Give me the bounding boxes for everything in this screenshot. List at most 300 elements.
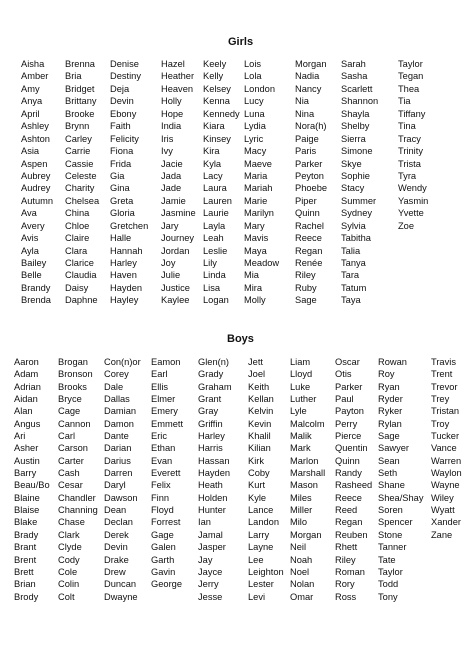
name-entry: Levi <box>248 591 266 602</box>
name-entry: Holly <box>161 96 182 107</box>
name-entry: Cassie <box>65 158 94 169</box>
name-entry: Darius <box>104 455 131 466</box>
name-entry: Soren <box>378 505 403 516</box>
name-entry: Kilian <box>248 443 271 454</box>
name-entry: Trevor <box>431 381 458 392</box>
name-entry: Sean <box>378 455 400 466</box>
name-entry: Tiffany <box>398 108 426 119</box>
name-entry: Tina <box>398 121 416 132</box>
name-entry: Brody <box>14 591 39 602</box>
name-entry: Brynn <box>65 121 90 132</box>
name-entry: Nina <box>295 108 315 119</box>
name-entry: Payton <box>335 406 364 417</box>
name-entry: Noel <box>290 566 310 577</box>
name-entry: Riley <box>295 270 316 281</box>
name-entry: Deja <box>110 83 130 94</box>
name-entry: Gina <box>110 183 130 194</box>
name-entry: Everett <box>151 468 181 479</box>
name-entry: Emery <box>151 406 178 417</box>
name-entry: Miles <box>290 492 312 503</box>
name-entry: Stone <box>378 529 403 540</box>
name-entry: Con(n)or <box>104 357 141 367</box>
name-entry: Jacie <box>161 158 183 169</box>
name-entry: Rowan <box>378 357 407 367</box>
name-entry: Kellan <box>248 394 274 405</box>
name-entry: Gia <box>110 170 125 181</box>
name-entry: Belle <box>21 270 42 281</box>
name-entry: Sarah <box>341 59 366 69</box>
name-entry: Kelvin <box>248 406 274 417</box>
name-entry: Gretchen <box>110 220 149 231</box>
name-entry: Halle <box>110 233 132 244</box>
name-entry: Kirk <box>248 455 265 466</box>
name-entry: Amy <box>21 83 40 94</box>
boys-name-column <box>335 356 372 603</box>
name-entry: Angus <box>14 418 41 429</box>
name-entry: Damon <box>104 418 134 429</box>
boys-name-column <box>104 356 141 603</box>
name-entry: Tracy <box>398 133 421 144</box>
name-entry: Layne <box>248 542 274 553</box>
name-entry: Lance <box>248 505 274 516</box>
name-entry: Sydney <box>341 208 373 219</box>
name-entry: Trista <box>398 158 421 169</box>
name-entry: Bridget <box>65 83 95 94</box>
name-entry: Brooke <box>65 108 95 119</box>
name-entry: Ayla <box>21 245 39 256</box>
name-entry: Brady <box>14 529 39 540</box>
name-entry: Cesar <box>58 480 83 491</box>
name-entry: Skye <box>341 158 362 169</box>
name-entry: Alan <box>14 406 33 417</box>
name-entry: Cole <box>58 566 78 577</box>
name-entry: Mavis <box>244 233 269 244</box>
name-entry: Kira <box>203 146 220 157</box>
name-entry: Keely <box>203 59 227 69</box>
name-entry: Gage <box>151 529 174 540</box>
boys-name-column <box>198 356 232 603</box>
name-entry: Tatum <box>341 282 367 293</box>
name-entry: Ethan <box>151 443 176 454</box>
name-entry: Yasmin <box>398 195 429 206</box>
boys-name-column <box>290 356 325 603</box>
name-entry: Parker <box>335 381 363 392</box>
name-entry: Rasheed <box>335 480 373 491</box>
name-entry: Regan <box>335 517 363 528</box>
name-entry: Jordan <box>161 245 190 256</box>
name-entry: Darren <box>104 468 133 479</box>
name-entry: Stacy <box>341 183 365 194</box>
name-entry: Luna <box>244 108 265 119</box>
name-entry: Finn <box>151 492 170 503</box>
name-entry: Roman <box>335 566 365 577</box>
name-entry: Aspen <box>21 158 48 169</box>
name-entry: Trent <box>431 369 453 380</box>
name-entry: Carl <box>58 431 76 442</box>
name-entry: Kelsey <box>203 83 231 94</box>
name-entry: Malcolm <box>290 418 325 429</box>
name-entry: Luke <box>290 381 311 392</box>
name-entry: Cash <box>58 468 80 479</box>
name-entry: Daphne <box>65 295 98 306</box>
name-entry: Derek <box>104 529 129 540</box>
name-entry: Thea <box>398 83 420 94</box>
name-entry: Clarice <box>65 258 94 268</box>
name-entry: Dallas <box>104 394 130 405</box>
girls-name-column <box>398 58 428 232</box>
name-entry: Tanner <box>378 542 407 553</box>
name-entry: Layla <box>203 220 226 231</box>
name-entry: Tara <box>341 270 360 281</box>
girls-name-column <box>65 58 99 307</box>
name-entry: Anya <box>21 96 43 107</box>
name-entry: Earl <box>151 369 168 380</box>
girls-heading: Girls <box>228 36 254 48</box>
name-entry: Pierce <box>335 431 362 442</box>
name-entry: Keith <box>248 381 270 392</box>
name-entry: Bailey <box>21 258 47 268</box>
name-entry: Blaine <box>14 492 40 503</box>
name-entry: Ryan <box>378 381 400 392</box>
name-entry: Ivy <box>161 146 173 157</box>
name-entry: Sylvia <box>341 220 366 231</box>
name-entry: Kinsey <box>203 133 231 144</box>
name-entry: Grady <box>198 369 224 380</box>
name-entry: Jay <box>198 554 213 565</box>
name-entry: Gloria <box>110 208 135 219</box>
name-entry: Reece <box>295 233 322 244</box>
name-entry: Sawyer <box>378 443 410 454</box>
name-entry: Chase <box>58 517 85 528</box>
name-entry: Clark <box>58 529 80 540</box>
name-entry: Claire <box>65 233 90 244</box>
name-entry: Hannah <box>110 245 143 256</box>
name-entry: Hayden <box>198 468 231 479</box>
name-entry: Joel <box>248 369 266 380</box>
name-entry: Devin <box>104 542 128 553</box>
name-entry: Lyle <box>290 406 307 417</box>
name-entry: Ross <box>335 591 357 602</box>
name-entry: Wyatt <box>431 505 455 516</box>
name-entry: Iris <box>161 133 174 144</box>
name-entry: Maria <box>244 170 268 181</box>
name-entry: Nia <box>295 96 309 107</box>
name-entry: Emmett <box>151 418 184 429</box>
name-entry: Carrie <box>65 146 91 157</box>
name-entry: Lois <box>244 59 262 69</box>
name-entry: Brenda <box>21 295 51 306</box>
name-entry: Tristan <box>431 406 460 417</box>
name-entry: Leslie <box>203 245 228 256</box>
name-entry: Autumn <box>21 195 54 206</box>
name-entry: Luther <box>290 394 317 405</box>
name-entry: Destiny <box>110 71 142 82</box>
name-entry: Tegan <box>398 71 424 82</box>
name-entry: Shane <box>378 480 405 491</box>
name-entry: Lacy <box>203 170 223 181</box>
name-entry: Jasper <box>198 542 226 553</box>
name-entry: Grant <box>198 394 222 405</box>
name-entry: Clyde <box>58 542 82 553</box>
name-entry: Tate <box>378 554 396 565</box>
name-entry: Lloyd <box>290 369 313 380</box>
name-entry: Peyton <box>295 170 324 181</box>
name-entry: Heath <box>198 480 223 491</box>
name-entry: Avery <box>21 220 45 231</box>
name-entry: Gray <box>198 406 219 417</box>
name-entry: Glen(n) <box>198 357 230 367</box>
name-entry: Renée <box>295 258 323 268</box>
name-entry: Otis <box>335 369 352 380</box>
name-entry: Tyra <box>398 170 417 181</box>
name-entry: Paul <box>335 394 354 405</box>
name-entry: Kiara <box>203 121 225 132</box>
name-entry: Kyle <box>248 492 267 503</box>
name-entry: Randy <box>335 468 362 479</box>
name-entry: Malik <box>290 431 312 442</box>
name-entry: Colt <box>58 591 75 602</box>
name-entry: Damian <box>104 406 137 417</box>
name-entry: Wendy <box>398 183 427 194</box>
name-entry: Liam <box>290 357 311 367</box>
name-entry: Eamon <box>151 357 181 367</box>
name-entry: Aisha <box>21 59 45 69</box>
name-entry: George <box>151 579 183 590</box>
name-entry: Laurie <box>203 208 229 219</box>
name-entry: Harley <box>198 431 225 442</box>
name-entry: Sage <box>378 431 400 442</box>
name-entry: Kurt <box>248 480 266 491</box>
name-entry: Nolan <box>290 579 315 590</box>
name-entry: Ari <box>14 431 26 442</box>
name-entry: Felicity <box>110 133 139 144</box>
name-entry: Quentin <box>335 443 368 454</box>
name-entry: Lyric <box>244 133 264 144</box>
name-entry: Landon <box>248 517 280 528</box>
name-entry: Kyla <box>203 158 222 169</box>
name-entry: Taya <box>341 295 361 306</box>
name-entry: Kevin <box>248 418 272 429</box>
name-entry: Ryker <box>378 406 403 417</box>
name-entry: Adam <box>14 369 39 380</box>
name-entry: Tia <box>398 96 411 107</box>
name-entry: Vance <box>431 443 457 454</box>
name-entry: Regan <box>295 245 323 256</box>
name-entry: Quinn <box>295 208 320 219</box>
name-entry: Ellis <box>151 381 169 392</box>
name-entry: Hazel <box>161 59 185 69</box>
name-entry: Kenna <box>203 96 230 107</box>
name-entry: Brenna <box>65 59 95 69</box>
name-entry: Brett <box>14 566 34 577</box>
name-entry: Taylor <box>378 566 403 577</box>
name-entry: Lauren <box>203 195 232 206</box>
girls-name-column <box>110 58 148 307</box>
name-entry: Julie <box>161 270 181 281</box>
name-entry: Morgan <box>290 529 322 540</box>
name-entry: Cage <box>58 406 81 417</box>
name-entry: Brandy <box>21 282 51 293</box>
name-entry: Sierra <box>341 133 366 144</box>
name-entry: Macy <box>244 146 267 157</box>
name-entry: Dean <box>104 505 127 516</box>
name-entry: Hope <box>161 108 184 119</box>
name-entry: Aaron <box>14 357 39 367</box>
name-entry: Zane <box>431 529 453 540</box>
name-entry: India <box>161 121 182 132</box>
name-entry: Ryder <box>378 394 403 405</box>
girls-name-column <box>295 58 327 307</box>
name-entry: Bronson <box>58 369 93 380</box>
name-entry: Marshall <box>290 468 326 479</box>
name-entry: Khalil <box>248 431 271 442</box>
name-entry: Wayne <box>431 480 460 491</box>
name-entry: Tony <box>378 591 398 602</box>
name-entry: Carley <box>65 133 92 144</box>
girls-name-column <box>161 58 196 307</box>
name-entry: Mark <box>290 443 311 454</box>
name-entry: Drake <box>104 554 129 565</box>
name-entry: Rory <box>335 579 355 590</box>
name-entry: Corey <box>104 369 129 380</box>
name-entry: Mary <box>244 220 265 231</box>
name-entry: Greta <box>110 195 134 206</box>
name-entry: Taylor <box>398 59 423 69</box>
name-entry: Maeve <box>244 158 272 169</box>
name-entry: Ava <box>21 208 37 219</box>
name-entry: Jada <box>161 170 182 181</box>
name-entry: Austin <box>14 455 40 466</box>
name-entry: Cannon <box>58 418 91 429</box>
name-entry: Garth <box>151 554 175 565</box>
name-entry: Harris <box>198 443 223 454</box>
name-entry: Jary <box>161 220 179 231</box>
name-entry: Jade <box>161 183 182 194</box>
name-entry: Graham <box>198 381 232 392</box>
name-entry: Blaise <box>14 505 40 516</box>
name-entry: China <box>65 208 90 219</box>
name-entry: Lola <box>244 71 262 82</box>
name-entry: Ashton <box>21 133 50 144</box>
name-entry: Miller <box>290 505 313 516</box>
name-entry: Shayla <box>341 108 370 119</box>
name-entry: Ebony <box>110 108 137 119</box>
name-entry: Holden <box>198 492 228 503</box>
name-entry: Morgan <box>295 59 327 69</box>
name-entry: Dale <box>104 381 124 392</box>
name-entry: Jerry <box>198 579 219 590</box>
boys-name-column <box>151 356 183 591</box>
name-entry: Neil <box>290 542 307 553</box>
girls-name-column <box>21 58 53 307</box>
name-entry: Avis <box>21 233 39 244</box>
name-entry: Carson <box>58 443 88 454</box>
boys-name-column <box>58 356 98 603</box>
name-entry: Jett <box>248 357 263 367</box>
name-entry: Elmer <box>151 394 176 405</box>
name-entry: Jasmine <box>161 208 196 219</box>
name-entry: Milo <box>290 517 308 528</box>
name-entry: Hassan <box>198 455 230 466</box>
name-entry: Galen <box>151 542 176 553</box>
name-entry: Journey <box>161 233 195 244</box>
name-entry: Nancy <box>295 83 322 94</box>
name-entry: Brent <box>14 554 37 565</box>
name-entry: Lily <box>203 258 217 268</box>
name-entry: Tucker <box>431 431 460 442</box>
name-entry: Larry <box>248 529 270 540</box>
name-entry: Faith <box>110 121 131 132</box>
name-entry: Aubrey <box>21 170 51 181</box>
name-entry: Roy <box>378 369 395 380</box>
name-entry: Nora(h) <box>295 121 327 132</box>
name-entry: Lucy <box>244 96 264 107</box>
name-entry: Sasha <box>341 71 368 82</box>
name-entry: Meadow <box>244 258 280 268</box>
name-entry: Xander <box>431 517 461 528</box>
name-entry: Cody <box>58 554 80 565</box>
name-entry: Maya <box>244 245 267 256</box>
name-entry: Kelly <box>203 71 224 82</box>
name-entry: Spencer <box>378 517 413 528</box>
boys-name-column <box>14 356 50 603</box>
name-entry: Shannon <box>341 96 379 107</box>
name-entry: Channing <box>58 505 98 516</box>
name-entry: Hunter <box>198 505 226 516</box>
name-entry: Marlon <box>290 455 319 466</box>
name-entry: Waylon <box>431 468 462 479</box>
name-entry: Nadia <box>295 71 320 82</box>
name-entry: Dawson <box>104 492 138 503</box>
name-entry: Marie <box>244 195 268 206</box>
name-entry: Travis <box>431 357 456 367</box>
name-entry: Leah <box>203 233 224 244</box>
name-entry: Aidan <box>14 394 38 405</box>
name-entry: Jesse <box>198 591 223 602</box>
boys-name-column <box>431 356 462 541</box>
name-entry: Perry <box>335 418 358 429</box>
name-entry: Lee <box>248 554 264 565</box>
girls-name-column <box>341 58 378 307</box>
name-entry: Mariah <box>244 183 273 194</box>
name-entry: Charity <box>65 183 95 194</box>
girls-name-column <box>244 58 279 307</box>
name-entry: Eric <box>151 431 168 442</box>
name-entry: Shea/Shay <box>378 492 424 503</box>
name-entry: Dante <box>104 431 129 442</box>
name-entry: Daryl <box>104 480 126 491</box>
name-entry: Warren <box>431 455 462 466</box>
name-entry: Talia <box>341 245 361 256</box>
name-entry: Haven <box>110 270 137 281</box>
name-entry: Brittany <box>65 96 97 107</box>
name-entry: Shelby <box>341 121 370 132</box>
name-entry: Troy <box>431 418 450 429</box>
name-entry: Harley <box>110 258 137 268</box>
name-entry: Evan <box>151 455 173 466</box>
name-entry: Scarlett <box>341 83 373 94</box>
name-entry: Dwayne <box>104 591 138 602</box>
name-entry: Rylan <box>378 418 402 429</box>
name-entry: Asher <box>14 443 39 454</box>
name-entry: Chloe <box>65 220 90 231</box>
name-entry: Rhett <box>335 542 358 553</box>
name-entry: Paige <box>295 133 319 144</box>
name-entry: Marilyn <box>244 208 274 219</box>
name-entry: Darian <box>104 443 132 454</box>
name-entry: Hayley <box>110 295 139 306</box>
name-entry: Linda <box>203 270 226 281</box>
